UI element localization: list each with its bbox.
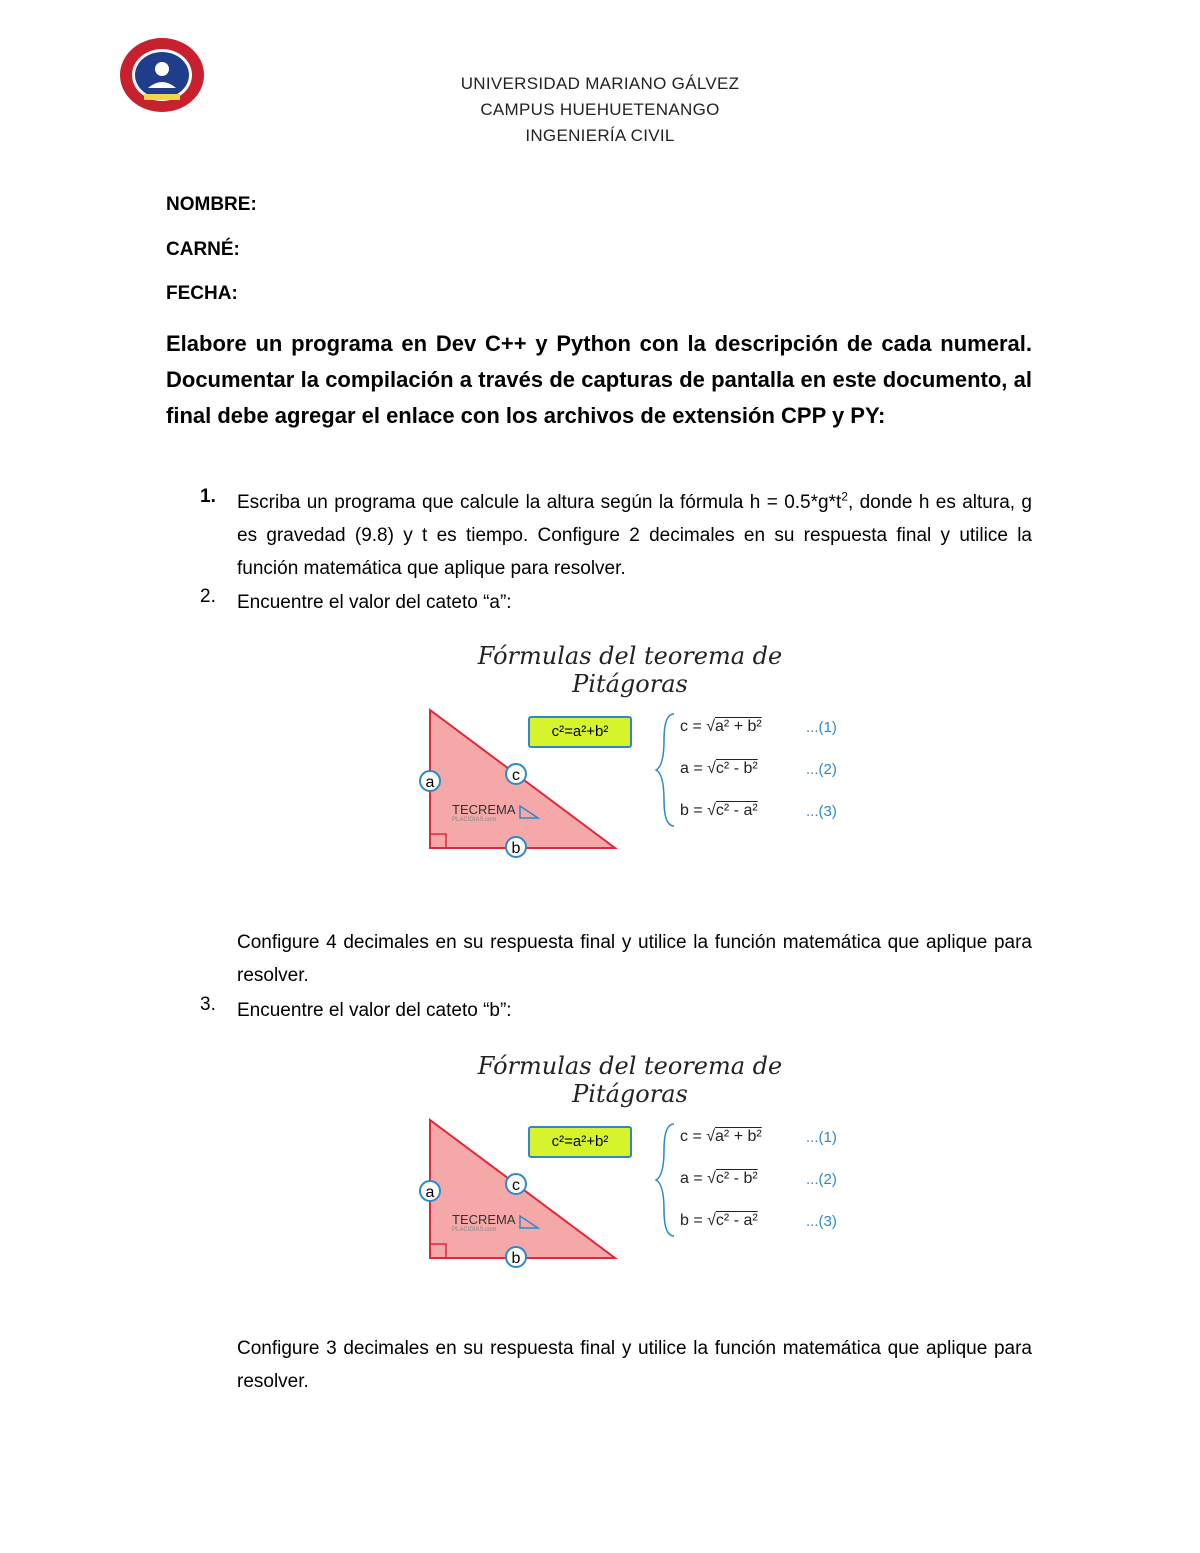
item-1-text-before: Escriba un programa que calcule la altura según la fórmula h = 0.5*g*t <box>237 492 842 513</box>
equation-1-root: a² + b² <box>715 718 762 735</box>
equation-1: c = √a² + b² <box>680 1128 762 1145</box>
date-field-label: FECHA: <box>166 283 238 304</box>
equation-1-tag: ...(1) <box>806 1129 837 1146</box>
equation-2-tag: ...(2) <box>806 761 837 778</box>
watermark-subtext: PLACIDIAS.com <box>452 1227 497 1233</box>
equation-2: a = √c² - b² <box>680 760 758 777</box>
figure-title: Fórmulas del teorema de Pitágoras <box>477 642 783 698</box>
carne-field-label: CARNÉ: <box>166 239 240 260</box>
watermark-subtext: PLACIDIAS.com <box>452 817 497 823</box>
university-seal-logo <box>118 36 206 114</box>
equation-1-tag: ...(1) <box>806 719 837 736</box>
item-text-1 <box>237 486 1032 585</box>
label-b: b <box>511 840 521 857</box>
item-text-3: Encuentre el valor del cateto “b”: <box>237 1000 512 1021</box>
item-number-1: 1. <box>200 486 216 507</box>
item-2-note: Configure 4 decimales en su respuesta final y utilice la función matemática que aplique para resolver. <box>237 932 1032 986</box>
equation-3-lhs: b = <box>680 802 703 819</box>
item-text-2: Encuentre el valor del cateto “a”: <box>237 592 512 613</box>
equation-3-lhs: b = <box>680 1212 703 1229</box>
main-formula-box: c²=a²+b² <box>528 716 632 748</box>
university-name: UNIVERSIDAD MARIANO GÁLVEZ <box>460 74 740 93</box>
equation-1-root: a² + b² <box>715 1128 762 1145</box>
equation-3-tag: ...(3) <box>806 803 837 820</box>
label-a: a <box>425 1184 435 1201</box>
item-1-superscript: 2 <box>841 489 848 504</box>
figure-title: Fórmulas del teorema de Pitágoras <box>477 1052 783 1108</box>
faculty-name: INGENIERÍA CIVIL <box>525 126 675 145</box>
equation-3: b = √c² - a² <box>680 802 758 819</box>
assignment-instruction: Elabore un programa en Dev C++ y Python con la descripción de cada numeral. Documentar la compilación a través de capturas de pantalla en este documento, al final debe agregar el enlace con los archivos de extensión CPP y PY: <box>166 331 1032 428</box>
equation-2-root: c² - b² <box>715 1170 758 1187</box>
equation-2: a = √c² - b² <box>680 1170 758 1187</box>
label-c: c <box>512 767 520 784</box>
campus-name: CAMPUS HUEHUETENANGO <box>480 100 720 119</box>
name-field-label: NOMBRE: <box>166 194 257 215</box>
item-1-text-after: , donde h es altura, g es gravedad (9.8) y t es tiempo. Configure 2 decimales en su respuesta final y utilice la función matemática que aplique para resolver. <box>237 492 1032 579</box>
watermark-text: TECREMA <box>452 1212 516 1227</box>
equation-3: b = √c² - a² <box>680 1212 758 1229</box>
label-b: b <box>511 1250 521 1267</box>
pythagoras-figure-1 <box>410 640 870 860</box>
equation-2-lhs: a = <box>680 1170 703 1187</box>
label-c: c <box>512 1177 520 1194</box>
item-number-2: 2. <box>200 586 216 607</box>
pythagoras-figure-2 <box>410 1050 870 1270</box>
item-number-3: 3. <box>200 994 216 1015</box>
equation-2-root: c² - b² <box>715 760 758 777</box>
equation-2-tag: ...(2) <box>806 1171 837 1188</box>
item-3-note: Configure 3 decimales en su respuesta final y utilice la función matemática que aplique para resolver. <box>237 1338 1032 1392</box>
equation-1-lhs: c = <box>680 1128 702 1145</box>
equation-1: c = √a² + b² <box>680 718 762 735</box>
equation-1-lhs: c = <box>680 718 702 735</box>
main-formula-box: c²=a²+b² <box>528 1126 632 1158</box>
equation-2-lhs: a = <box>680 760 703 777</box>
equation-3-root: c² - a² <box>715 1212 758 1229</box>
equation-3-tag: ...(3) <box>806 1213 837 1230</box>
equation-3-root: c² - a² <box>715 802 758 819</box>
watermark-text: TECREMA <box>452 802 516 817</box>
label-a: a <box>425 774 435 791</box>
